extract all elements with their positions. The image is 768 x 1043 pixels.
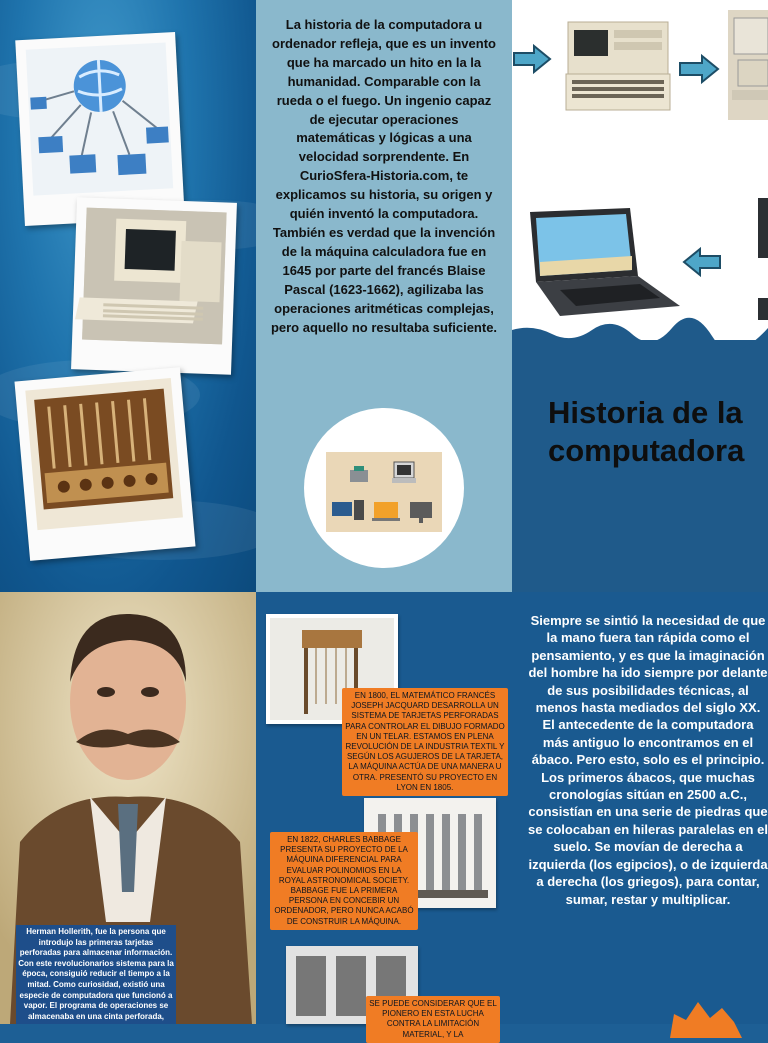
portrait-panel [0, 592, 256, 1024]
abacus-panel [512, 592, 768, 1024]
network-photo [15, 32, 185, 226]
title-line-1: Historia de la [548, 395, 743, 430]
arrow-right-icon [678, 54, 720, 84]
ibm-computer-image [562, 8, 674, 120]
desktop-pc-image [728, 10, 768, 120]
cover-panel [512, 0, 768, 592]
mechanical-calculator-icon [25, 378, 183, 530]
computers-circle-illustration [304, 408, 464, 568]
torn-paper-edge [512, 300, 768, 360]
abacus-paragraph: Siempre se sintió la necesidad de que la mano fuera tan rápida como el pensamiento, y es que la imaginación del hombre ha ido siempre por delante de sus posibilidades técnicas, al menos hasta mediados del siglo XX. El antecedente de la computadora más antiguo lo encontramos en el ábaco. Pero esto, solo es el principio. Los primeros ábacos, que muchas cronologías sitúan en 2500 a.C., consistían en una serie de piedras que se colocaban en hileras paralelas en el suelo. Se movían de derecha a izquierda (los egipcios), o de izquierda a derecha (los griegos), para contar, sumar, restar y multiplicar. [528, 613, 768, 907]
ocean-panel [0, 0, 256, 592]
timeline-panel [256, 592, 512, 1039]
arrow-left-icon [682, 248, 722, 276]
pioneer-caption: SE PUEDE CONSIDERAR QUE EL PIONERO EN ESTA LUCHA CONTRA LA LIMITACIÓN MATERIAL, Y LA [366, 996, 500, 1043]
arrow-right-icon [512, 44, 552, 74]
desktop-terminal-icon [562, 8, 674, 120]
vintage-computer-icon [82, 208, 227, 345]
intro-paragraph: La historia de la computadora u ordenador refleja, que es un invento que ha marcado un hito en la la humanidad. Comparable con la rueda o el fuego. Un ingenio capaz de ejecutar operaciones matemáticas y lógicas a una velocidad sorprendente. En CurioSfera-Historia.com, te explicamos su historia, su origen y quién inventó la computadora. También es verdad que la invención de la máquina calculadora fue en 1645 por parte del francés Blaise Pascal (1623-1662), agilizaba las operaciones aritméticas complejas, pero aquello no resultaba suficiente. [270, 17, 498, 335]
babbage-caption: EN 1822, CHARLES BABBAGE PRESENTA SU PROYECTO DE LA MÁQUINA DIFERENCIAL PARA EVALUAR POLINOMIOS EN LA ROYAL ASTRONOMICAL SOCIETY. BABBAGE FUE LA PRIMERA PERSONA EN CONCEBIR UN ORDENADOR, PERO NUNCA ACABÓ DE CONSTRUIR LA MÁQUINA. [270, 832, 418, 930]
page-title [548, 394, 768, 470]
hollerith-caption: Herman Hollerith, fue la persona que introdujo las primeras tarjetas perforadas para almacenar información. Con este revolucionarios sistema para la época, consiguió reducir el tiempo a la mitad. Como curiosidad, existió una especie de computadora que funcionó a vapor. El programa de operaciones se almacenaba en una cinta perforada, [16, 925, 176, 1024]
jacquard-caption: EN 1800, EL MATEMÁTICO FRANCÉS JOSEPH JACQUARD DESARROLLA UN SISTEMA DE TARJETAS PERFORADAS PARA CONTROLAR EL DIBUJO FORMADO EN UN TELAR. ESTAMOS EN PLENA REVOLUCIÓN DE LA INDUSTRIA TEXTIL Y SEGÚN LOS AGUJEROS DE LA TARJETA, LA MÁQUINA ACTÚA DE UNA MANERA U OTRA. PRESENTÓ SU PROYECTO EN LYON EN 1805. [342, 688, 508, 796]
computer-evolution-icon [326, 452, 442, 532]
desktop-pc-icon [728, 10, 768, 120]
vintage-computer-photo [71, 197, 237, 374]
title-line-2: computadora [548, 433, 745, 468]
intro-panel [256, 0, 512, 592]
orange-decor-shape [662, 998, 742, 1038]
network-globe-icon [26, 42, 173, 195]
calculator-machine-photo [14, 367, 195, 561]
partial-monitor-image [758, 198, 768, 258]
